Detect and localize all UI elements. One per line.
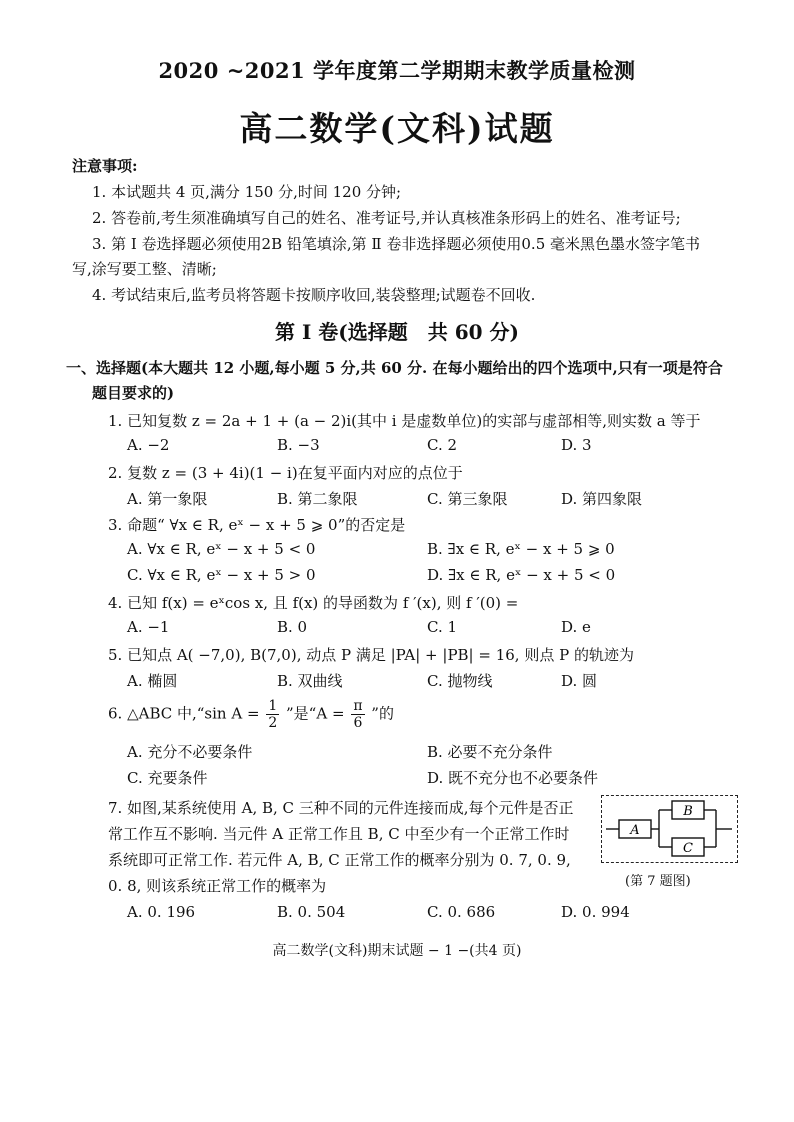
note-2: 2. 答卷前,考生须准确填写自己的姓名、准考证号,并认真核准条形码上的姓名、准考证号; bbox=[92, 209, 681, 227]
q2-option-b: B. 第二象限 bbox=[277, 490, 358, 508]
question-7-line-2: 常工作互不影响. 当元件 A 正常工作且 B, C 中至少有一个正常工作时 bbox=[108, 825, 570, 843]
figure-caption: (第 7 题图) bbox=[625, 874, 691, 889]
q6-stem-post: ”的 bbox=[371, 704, 394, 723]
q5-option-d: D. 圆 bbox=[561, 672, 598, 690]
circuit-diagram-svg bbox=[602, 796, 736, 861]
question-5-stem: 5. 已知点 A( −7,0), B(7,0), 动点 P 满足 |PA| + |PB| = 16, 则点 P 的轨迹为 bbox=[108, 646, 634, 664]
q6-stem-pre: 6. △ABC 中,“sin A = bbox=[108, 704, 260, 723]
component-c-label: C bbox=[683, 841, 693, 856]
question-4-stem: 4. 已知 f(x) = eˣcos x, 且 f(x) 的导函数为 f ′(x), 则 f ′(0) = bbox=[108, 594, 519, 612]
question-7-line-4: 0. 8, 则该系统正常工作的概率为 bbox=[108, 877, 327, 895]
q5-option-a: A. 椭圆 bbox=[127, 672, 178, 690]
q1-option-d: D. 3 bbox=[561, 436, 592, 454]
q5-option-b: B. 双曲线 bbox=[277, 672, 343, 690]
note-3-cont: 写,涂写要工整、清晰; bbox=[72, 260, 217, 278]
page-footer: 高二数学(文科)期末试题 − 1 −(共4 页) bbox=[272, 943, 522, 959]
q6-option-d: D. 既不充分也不必要条件 bbox=[427, 769, 599, 787]
question-1-stem: 1. 已知复数 z = 2a + 1 + (a − 2)i(其中 i 是虚数单位)的实部与虚部相等,则实数 a 等于 bbox=[108, 412, 701, 430]
q4-option-b: B. 0 bbox=[277, 618, 308, 636]
note-3: 3. 第 Ⅰ 卷选择题必须使用2B 铅笔填涂,第 Ⅱ 卷非选择题必须使用0.5 毫米黑色墨水签字笔书 bbox=[92, 235, 701, 253]
question-6-stem bbox=[108, 698, 394, 731]
q2-option-c: C. 第三象限 bbox=[427, 490, 508, 508]
q3-option-d: D. ∃x ∈ R, eˣ − x + 5 < 0 bbox=[427, 566, 616, 584]
fraction-numerator: 1 bbox=[268, 698, 278, 714]
part-instructions-cont: 题目要求的) bbox=[92, 384, 175, 402]
q2-option-a: A. 第一象限 bbox=[127, 490, 208, 508]
question-3-stem: 3. 命题“ ∀x ∈ R, eˣ − x + 5 ⩾ 0”的否定是 bbox=[108, 516, 406, 534]
component-a-label: A bbox=[630, 823, 640, 838]
section-title: 第 Ⅰ 卷(选择题 共 60 分) bbox=[275, 320, 519, 344]
fraction-denominator: 6 bbox=[353, 715, 363, 731]
q3-option-c: C. ∀x ∈ R, eˣ − x + 5 > 0 bbox=[127, 566, 316, 584]
note-4: 4. 考试结束后,监考员将答题卡按顺序收回,装袋整理;试题卷不回收. bbox=[92, 286, 536, 304]
q1-option-a: A. −2 bbox=[127, 436, 170, 454]
exam-year-line: 2020 ~2021 学年度第二学期期末教学质量检测 bbox=[158, 58, 636, 83]
component-b-label: B bbox=[683, 804, 693, 819]
q1-option-c: C. 2 bbox=[427, 436, 458, 454]
q6-option-c: C. 充要条件 bbox=[127, 769, 208, 787]
note-1: 1. 本试题共 4 页,满分 150 分,时间 120 分钟; bbox=[92, 183, 402, 201]
q4-option-d: D. e bbox=[561, 618, 591, 636]
q6-stem-mid: ”是“A = bbox=[286, 704, 345, 723]
fraction-denominator: 2 bbox=[268, 715, 278, 731]
q3-option-a: A. ∀x ∈ R, eˣ − x + 5 < 0 bbox=[127, 540, 316, 558]
q6-option-a: A. 充分不必要条件 bbox=[127, 743, 253, 761]
q3-option-b: B. ∃x ∈ R, eˣ − x + 5 ⩾ 0 bbox=[427, 540, 615, 558]
question-7-line-1: 7. 如图,某系统使用 A, B, C 三种不同的元件连接而成,每个元件是否正 bbox=[108, 799, 574, 817]
q7-option-c: C. 0. 686 bbox=[427, 903, 496, 921]
q4-option-a: A. −1 bbox=[127, 618, 170, 636]
page-title: 高二数学(文科)试题 bbox=[239, 109, 555, 148]
q4-option-c: C. 1 bbox=[427, 618, 458, 636]
q1-option-b: B. −3 bbox=[277, 436, 320, 454]
q5-option-c: C. 抛物线 bbox=[427, 672, 493, 690]
circuit-diagram bbox=[601, 795, 738, 863]
q6-option-b: B. 必要不充分条件 bbox=[427, 743, 553, 761]
fraction-pi-over-six bbox=[351, 698, 364, 731]
question-2-stem: 2. 复数 z = (3 + 4i)(1 − i)在复平面内对应的点位于 bbox=[108, 464, 463, 482]
notes-title: 注意事项: bbox=[72, 157, 138, 175]
question-7-line-3: 系统即可正常工作. 若元件 A, B, C 正常工作的概率分别为 0. 7, 0. 9, bbox=[108, 851, 571, 869]
q7-option-a: A. 0. 196 bbox=[127, 903, 196, 921]
q7-option-b: B. 0. 504 bbox=[277, 903, 346, 921]
part-instructions: 一、选择题(本大题共 12 小题,每小题 5 分,共 60 分. 在每小题给出的四个选项中,只有一项是符合 bbox=[66, 359, 723, 377]
fraction-numerator: π bbox=[353, 698, 363, 714]
fraction-one-half bbox=[266, 698, 279, 731]
q7-option-d: D. 0. 994 bbox=[561, 903, 630, 921]
q2-option-d: D. 第四象限 bbox=[561, 490, 643, 508]
